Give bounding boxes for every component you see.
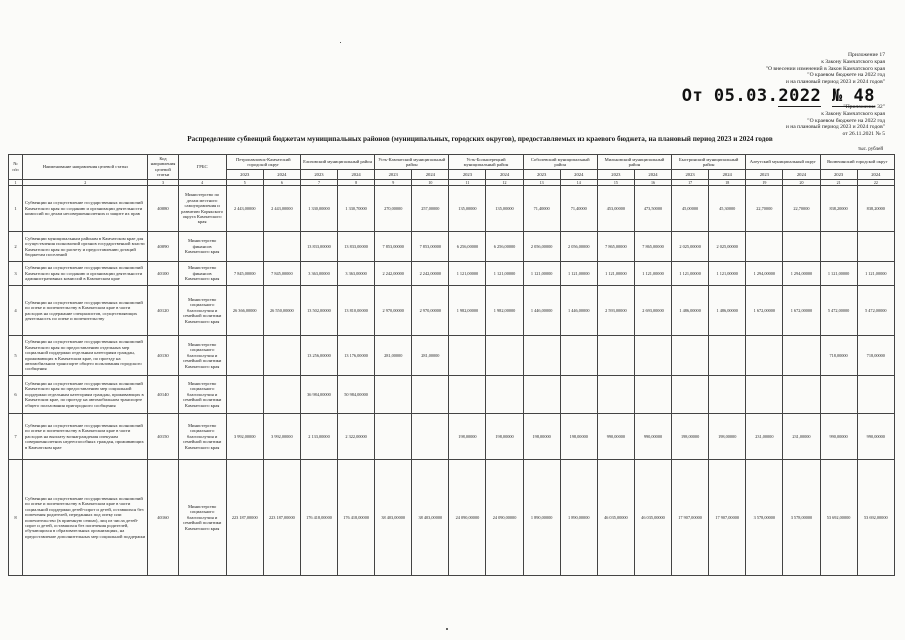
amount-cell: 13 833,00000 <box>338 232 375 262</box>
stamp-date: От 05.03. <box>681 86 779 106</box>
amount-cell: 7 845,00000 <box>263 262 300 286</box>
appendix-header <box>655 52 885 86</box>
amount-cell <box>412 414 449 460</box>
amount-cell: 1 486,00000 <box>709 286 746 336</box>
col-year: 2024 <box>560 170 597 179</box>
amount-cell <box>857 376 894 414</box>
amount-cell: 71,40000 <box>523 186 560 232</box>
amount-cell: 3 363,00000 <box>300 262 337 286</box>
column-number: 22 <box>857 179 894 185</box>
page-mark <box>446 628 448 630</box>
column-number: 10 <box>412 179 449 185</box>
amount-cell: 3 992,00000 <box>226 414 263 460</box>
amount-cell: 198,00000 <box>560 414 597 460</box>
header-line: "Приложение 32" <box>843 104 885 110</box>
amount-cell <box>523 336 560 376</box>
table-row <box>9 414 895 460</box>
amount-cell: 198,00000 <box>523 414 560 460</box>
amount-cell: 13 176,00000 <box>338 336 375 376</box>
column-number: 16 <box>634 179 671 185</box>
amount-cell: 1 121,00000 <box>709 262 746 286</box>
amount-cell <box>263 376 300 414</box>
amount-cell: 6 256,00000 <box>486 232 523 262</box>
amount-cell: 13 502,00000 <box>300 286 337 336</box>
amount-cell: 2 322,00000 <box>338 414 375 460</box>
col-code: Код направления целевой статьи <box>148 155 178 180</box>
amount-cell: 1 672,00000 <box>783 286 820 336</box>
col-year: 2024 <box>412 170 449 179</box>
row-number: 5 <box>9 336 23 376</box>
column-number: 12 <box>486 179 523 185</box>
amount-cell: 718,00000 <box>820 336 857 376</box>
col-year: 2023 <box>597 170 634 179</box>
amount-cell: 231,00000 <box>783 414 820 460</box>
row-grbs: Министерство социального благополучия и семейной политики Камчатского края <box>178 286 226 336</box>
column-number: 15 <box>597 179 634 185</box>
col-name: Наименование направления целевой статьи <box>23 155 148 180</box>
amount-cell <box>857 232 894 262</box>
col-year: 2023 <box>375 170 412 179</box>
column-number: 9 <box>375 179 412 185</box>
row-code: 40090 <box>148 232 178 262</box>
amount-cell <box>597 376 634 414</box>
amount-cell: 46 035,00000 <box>634 460 671 576</box>
amount-cell: 270,00000 <box>375 186 412 232</box>
col-year: 2023 <box>672 170 709 179</box>
amount-cell: 1 446,00000 <box>523 286 560 336</box>
row-name: Субвенции на осуществление государственных полномочий Камчатского края по созданию и организации деятельности административных комиссий в Камчатском крае <box>23 262 148 286</box>
amount-cell: 1 330,70000 <box>338 186 375 232</box>
amount-cell: 24 090,00000 <box>486 460 523 576</box>
amount-cell <box>263 232 300 262</box>
col-district: Вилючинский городской округ <box>820 155 894 170</box>
amount-cell: 1 121,00000 <box>672 262 709 286</box>
amount-cell: 1 446,00000 <box>560 286 597 336</box>
row-code: 40120 <box>148 286 178 336</box>
col-year: 2024 <box>338 170 375 179</box>
row-grbs: Министерство по делам местного самоуправления и развитию Корякского округа Камчатского края <box>178 186 226 232</box>
amount-cell <box>560 336 597 376</box>
amount-cell: 2 693,00000 <box>634 286 671 336</box>
amount-cell <box>226 232 263 262</box>
amount-cell: 7 853,00000 <box>375 232 412 262</box>
col-year: 2023 <box>226 170 263 179</box>
amount-cell <box>375 376 412 414</box>
amount-cell: 1 121,00000 <box>523 262 560 286</box>
col-year: 2023 <box>449 170 486 179</box>
amount-cell <box>597 336 634 376</box>
row-name: Субвенции на осуществление государственных полномочий по опеке и попечительству в Камчатском крае в части социальной поддержки детей-сирот и детей, оставшихся без попечения родителей, переданных под опеку или попечительство (в приемную семью), лиц из числа детей-сирот и детей, оставшихся без попечения родителей, обучающихся в образовательных организациях, на предоставление дополнительных мер социальной поддержки <box>23 460 148 576</box>
amount-cell <box>746 376 783 414</box>
row-grbs: Министерство социального благополучия и семейной политики Камчатского края <box>178 336 226 376</box>
amount-cell: 281,00000 <box>375 336 412 376</box>
amount-cell: 1 121,00000 <box>820 262 857 286</box>
amount-cell: 198,00000 <box>709 414 746 460</box>
col-district: Мильковский муниципальный район <box>597 155 671 170</box>
row-code: 40130 <box>148 336 178 376</box>
amount-cell: 135,00000 <box>449 186 486 232</box>
column-number: 4 <box>178 179 226 185</box>
table-row <box>9 460 895 576</box>
appendix-subheader <box>655 104 885 138</box>
column-number: 1 <box>9 179 23 185</box>
table-row <box>9 186 895 232</box>
amount-cell: 223 187,00000 <box>263 460 300 576</box>
amount-cell: 176 418,00000 <box>338 460 375 576</box>
col-year: 2023 <box>523 170 560 179</box>
amount-cell: 7 845,00000 <box>226 262 263 286</box>
col-year: 2024 <box>709 170 746 179</box>
amount-cell: 2 443,00000 <box>226 186 263 232</box>
amount-cell <box>449 336 486 376</box>
table-row <box>9 286 895 336</box>
col-district: Усть-Большерецкий муниципальный район <box>449 155 523 170</box>
amount-cell: 990,00000 <box>597 414 634 460</box>
amount-cell: 473,50000 <box>634 186 671 232</box>
row-number: 2 <box>9 232 23 262</box>
amount-cell: 2 593,00000 <box>597 286 634 336</box>
amount-cell: 53 692,00000 <box>820 460 857 576</box>
subventions-table <box>8 154 895 576</box>
amount-cell <box>709 336 746 376</box>
amount-cell <box>672 376 709 414</box>
amount-cell: 46 035,00000 <box>597 460 634 576</box>
amount-cell: 3 992,00000 <box>263 414 300 460</box>
column-number: 13 <box>523 179 560 185</box>
amount-cell: 198,00000 <box>672 414 709 460</box>
row-number: 8 <box>9 460 23 576</box>
stamp-number: № 48 <box>832 86 875 106</box>
amount-cell: 53 692,00000 <box>857 460 894 576</box>
table-row <box>9 232 895 262</box>
col-num: № п/п <box>9 155 23 180</box>
amount-cell: 17 907,00000 <box>709 460 746 576</box>
row-grbs: Министерство финансов Камчатского края <box>178 262 226 286</box>
amount-cell <box>783 336 820 376</box>
amount-cell: 6 256,00000 <box>449 232 486 262</box>
amount-cell <box>783 376 820 414</box>
amount-cell: 1 486,00000 <box>672 286 709 336</box>
amount-cell: 990,00000 <box>634 414 671 460</box>
column-number: 17 <box>672 179 709 185</box>
header-line: Приложение 17 <box>847 52 885 58</box>
amount-cell: 198,00000 <box>486 414 523 460</box>
amount-cell: 24 090,00000 <box>449 460 486 576</box>
amount-cell <box>375 414 412 460</box>
row-name: Субвенции муниципальным районам в Камчатском крае для осуществления полномочий органов государственной власти Камчатского края по расчету и предоставлению дотаций бюджетам поселений <box>23 232 148 262</box>
column-number: 21 <box>820 179 857 185</box>
row-number: 7 <box>9 414 23 460</box>
amount-cell <box>486 336 523 376</box>
amount-cell: 1 121,00000 <box>634 262 671 286</box>
row-name: Субвенции на осуществление государственных полномочий Камчатского края по предоставлению отдельных мер социальной поддержки отдельным категориям граждан, проживающих в Камчатском крае, по проезду на автомобильном транспорте общего пользования городского сообщения <box>23 336 148 376</box>
col-year: 2024 <box>263 170 300 179</box>
amount-cell: 17 907,00000 <box>672 460 709 576</box>
amount-cell: 135,00000 <box>486 186 523 232</box>
amount-cell: 1 672,00000 <box>746 286 783 336</box>
amount-cell: 1 121,00000 <box>486 262 523 286</box>
amount-cell: 38 403,00000 <box>412 460 449 576</box>
col-district: Алеутский муниципальный округ <box>746 155 820 170</box>
col-year: 2024 <box>486 170 523 179</box>
amount-cell: 1 121,00000 <box>449 262 486 286</box>
row-name: Субвенции на осуществление государственных полномочий Камчатского края по созданию и организации деятельности комиссий по делам несовершеннолетних и защите их прав <box>23 186 148 232</box>
col-district: Быстринский муниципальный район <box>672 155 746 170</box>
amount-cell <box>486 376 523 414</box>
amount-cell: 1 294,00000 <box>746 262 783 286</box>
amount-cell: 5 472,00000 <box>820 286 857 336</box>
row-number: 6 <box>9 376 23 414</box>
amount-cell: 13 833,00000 <box>300 232 337 262</box>
amount-cell <box>820 376 857 414</box>
amount-cell: 176 418,00000 <box>300 460 337 576</box>
row-number: 1 <box>9 186 23 232</box>
col-year: 2023 <box>820 170 857 179</box>
row-grbs: Министерство финансов Камчатского края <box>178 232 226 262</box>
amount-cell: 1 330,00000 <box>300 186 337 232</box>
column-number: 6 <box>263 179 300 185</box>
column-number: 18 <box>709 179 746 185</box>
amount-cell: 838,20000 <box>820 186 857 232</box>
amount-cell: 2 970,00000 <box>412 286 449 336</box>
col-year: 2024 <box>857 170 894 179</box>
amount-cell: 2 242,00000 <box>375 262 412 286</box>
table-row <box>9 336 895 376</box>
amount-cell: 7 865,00000 <box>597 232 634 262</box>
amount-cell <box>746 232 783 262</box>
column-number: 19 <box>746 179 783 185</box>
amount-cell: 198,00000 <box>449 414 486 460</box>
table-row <box>9 262 895 286</box>
amount-cell: 2 025,00000 <box>709 232 746 262</box>
column-number: 7 <box>300 179 337 185</box>
amount-cell: 36 984,00000 <box>300 376 337 414</box>
amount-cell <box>449 376 486 414</box>
column-number: 2 <box>23 179 148 185</box>
amount-cell: 718,00000 <box>857 336 894 376</box>
row-name: Субвенции на осуществление государственных полномочий по опеке и попечительству в Камчатском крае в части расходов на содержание специалистов, осуществляющих деятельность по опеке и попечительству <box>23 286 148 336</box>
col-year: 2024 <box>634 170 671 179</box>
scan-speck <box>340 42 341 43</box>
amount-cell <box>709 376 746 414</box>
amount-cell: 1 982,00000 <box>449 286 486 336</box>
amount-cell: 2 443,00000 <box>263 186 300 232</box>
header-line: к Закону Камчатского края <box>821 58 885 65</box>
amount-cell: 2 970,00000 <box>375 286 412 336</box>
amount-cell: 45,00000 <box>672 186 709 232</box>
amount-cell: 1 121,00000 <box>560 262 597 286</box>
amount-cell: 1 121,00000 <box>597 262 634 286</box>
amount-cell: 22,70000 <box>783 186 820 232</box>
amount-cell: 1 890,00000 <box>560 460 597 576</box>
col-district: Петропавловск-Камчатский городской округ <box>226 155 300 170</box>
column-number: 5 <box>226 179 263 185</box>
amount-cell <box>672 336 709 376</box>
header-row <box>9 155 895 170</box>
col-district: Елизовский муниципальный район <box>300 155 374 170</box>
amount-cell <box>263 336 300 376</box>
row-code: 40150 <box>148 414 178 460</box>
amount-cell: 2 133,00000 <box>300 414 337 460</box>
amount-cell: 13 256,00000 <box>300 336 337 376</box>
amount-cell: 231,00000 <box>746 414 783 460</box>
row-grbs: Министерство социального благополучия и семейной политики Камчатского края <box>178 460 226 576</box>
column-number: 14 <box>560 179 597 185</box>
amount-cell: 990,00000 <box>820 414 857 460</box>
column-number: 3 <box>148 179 178 185</box>
amount-cell: 2 025,00000 <box>672 232 709 262</box>
amount-cell <box>746 336 783 376</box>
amount-cell <box>783 232 820 262</box>
amount-cell: 3 578,00000 <box>783 460 820 576</box>
row-code: 40140 <box>148 376 178 414</box>
row-number: 4 <box>9 286 23 336</box>
col-grbs: ГРБС <box>178 155 226 180</box>
column-number: 8 <box>338 179 375 185</box>
stamp-year: 2022 <box>778 86 822 106</box>
table-body <box>9 186 895 576</box>
col-district: Усть-Камчатский муниципальный район <box>375 155 449 170</box>
amount-cell <box>634 336 671 376</box>
amount-cell: 3 578,00000 <box>746 460 783 576</box>
amount-cell: 1 982,00000 <box>486 286 523 336</box>
col-district: Соболевский муниципальный район <box>523 155 597 170</box>
table-row <box>9 376 895 414</box>
row-code: 40100 <box>148 262 178 286</box>
amount-cell: 223 187,00000 <box>226 460 263 576</box>
amount-cell: 990,00000 <box>857 414 894 460</box>
amount-cell: 1 121,00000 <box>857 262 894 286</box>
document-title: Распределение субвенций бюджетам муниципальных районов (муниципальных, городских округов), предоставляемых из краевого бюджета, на плановый период 2023 и 2024 годов <box>187 135 773 143</box>
row-grbs: Министерство социального благополучия и семейной политики Камчатского края <box>178 376 226 414</box>
amount-cell: 2 242,00000 <box>412 262 449 286</box>
amount-cell: 26 366,00000 <box>226 286 263 336</box>
header-line: "О краевом бюджете на 2022 год <box>807 117 885 124</box>
amount-cell: 453,00000 <box>597 186 634 232</box>
header-line: к Закону Камчатского края <box>821 110 885 117</box>
amount-cell: 2 056,00000 <box>523 232 560 262</box>
col-year: 2024 <box>783 170 820 179</box>
amount-cell: 838,20000 <box>857 186 894 232</box>
amount-cell: 257,00000 <box>412 186 449 232</box>
column-number: 11 <box>449 179 486 185</box>
amount-cell <box>634 376 671 414</box>
header-line: и на плановый период 2023 и 2024 годов" <box>785 124 885 131</box>
date-number-stamp <box>682 86 875 106</box>
amount-cell <box>412 376 449 414</box>
amount-cell <box>523 376 560 414</box>
header-line: "О краевом бюджете на 2022 год <box>807 72 885 79</box>
column-number: 20 <box>783 179 820 185</box>
row-name: Субвенции на осуществление государственных полномочий по опеке и попечительству в Камчатском крае в части расходов на выплату вознаграждения опекунам совершеннолетних недееспособных граждан, проживающих в Камчатском крае <box>23 414 148 460</box>
amount-cell: 22,70000 <box>746 186 783 232</box>
amount-cell: 50 984,00000 <box>338 376 375 414</box>
header-line: и на плановый период 2023 и 2024 годов" <box>785 79 885 86</box>
amount-cell <box>226 376 263 414</box>
col-year: 2023 <box>300 170 337 179</box>
col-year: 2023 <box>746 170 783 179</box>
amount-cell <box>226 336 263 376</box>
amount-cell: 2 056,00000 <box>560 232 597 262</box>
header-line: "О внесении изменений в Закон Камчатского края <box>765 65 885 72</box>
amount-cell <box>560 376 597 414</box>
amount-cell: 1 294,00000 <box>783 262 820 286</box>
amount-cell: 7 853,00000 <box>412 232 449 262</box>
amount-cell: 5 472,00000 <box>857 286 894 336</box>
amount-cell: 13 810,00000 <box>338 286 375 336</box>
amount-cell: 7 865,00000 <box>634 232 671 262</box>
row-code: 40080 <box>148 186 178 232</box>
amount-cell: 45,30000 <box>709 186 746 232</box>
row-name: Субвенции на осуществление государственных полномочий Камчатского края по предоставлению мер социальной поддержки отдельным категориям граждан, проживающих в Камчатском крае, по проезду на автомобильном транспорте общего пользования пригородного сообщения <box>23 376 148 414</box>
row-grbs: Министерство социального благополучия и семейной политики Камчатского края <box>178 414 226 460</box>
amount-cell: 281,00000 <box>412 336 449 376</box>
amount-cell: 26 550,00000 <box>263 286 300 336</box>
amount-cell <box>820 232 857 262</box>
table-header <box>9 155 895 186</box>
row-number: 3 <box>9 262 23 286</box>
units-label: тыс. рублей <box>858 147 883 152</box>
row-code: 40160 <box>148 460 178 576</box>
header-line: от 26.11.2021 № 5 <box>842 131 885 138</box>
amount-cell: 1 890,00000 <box>523 460 560 576</box>
amount-cell: 38 403,00000 <box>375 460 412 576</box>
amount-cell: 3 363,00000 <box>338 262 375 286</box>
amount-cell: 71,40000 <box>560 186 597 232</box>
